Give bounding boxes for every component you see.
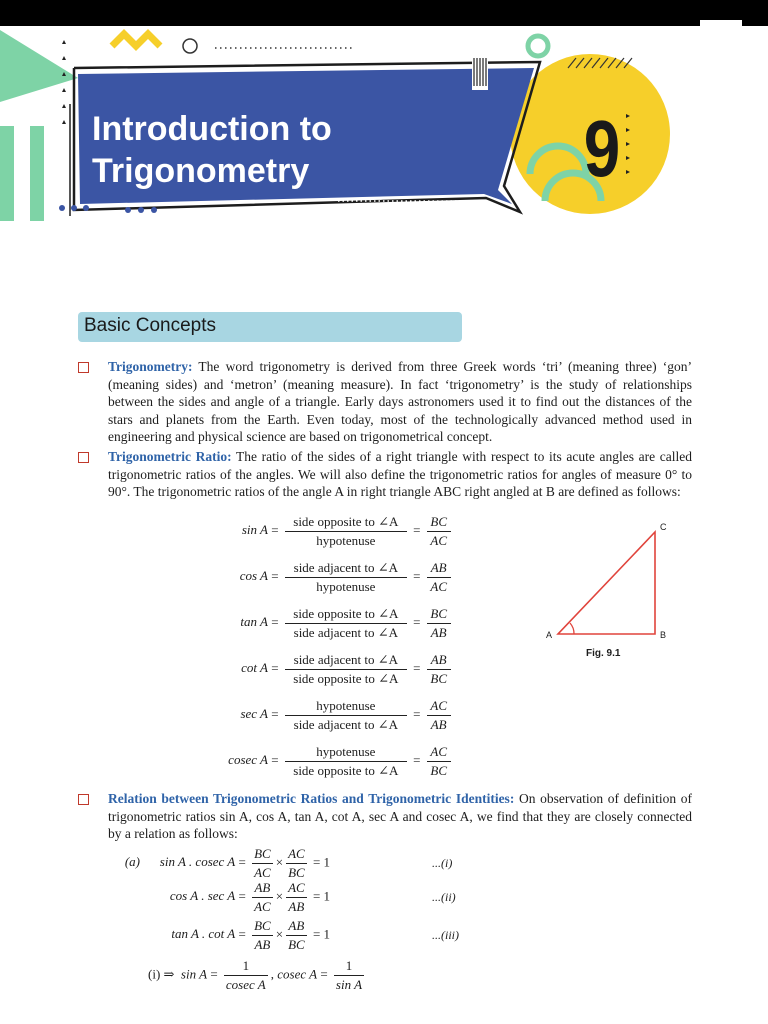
ratio-side-fraction [427, 652, 451, 687]
identity-fraction-1 [252, 918, 273, 953]
clip-icon [183, 39, 197, 53]
yellow-zigzag-decor [112, 34, 160, 46]
ratio-side-fraction [427, 560, 451, 595]
fraction-numerator: side opposite to ∠A [285, 606, 407, 624]
fraction-numerator: side adjacent to ∠A [285, 652, 407, 670]
fraction-denominator: side adjacent to ∠A [293, 717, 399, 732]
fraction-denominator: BC [288, 937, 305, 952]
fraction-numerator: 1 [224, 958, 268, 976]
implication-lhs2: cosec A [277, 966, 318, 982]
chapter-number: 9 [583, 104, 621, 193]
fraction-numerator: side adjacent to ∠A [285, 560, 407, 578]
fraction-numerator: hypotenuse [285, 698, 407, 716]
ratio-term: Trigonometric Ratio: [108, 449, 232, 464]
ratio-lhs: cosec A [228, 752, 268, 768]
identity-fraction-2 [286, 880, 307, 915]
ratio-side-fraction [427, 606, 451, 641]
bullet-checkbox-icon [78, 452, 89, 463]
identity-lhs: tan A . cot A [171, 926, 236, 942]
relation-paragraph [108, 790, 692, 843]
chapter-title-line1: Introduction to [92, 110, 332, 148]
fraction-denominator: AC [254, 899, 271, 914]
fraction-numerator: BC [252, 918, 273, 936]
figure-caption: Fig. 9.1 [586, 648, 621, 659]
identity-rhs: 1 [323, 888, 331, 904]
section-heading: Basic Concepts [84, 315, 217, 336]
fraction-denominator: side opposite to ∠A [293, 763, 399, 778]
ratio-lhs: cos A [239, 568, 268, 584]
fraction-denominator: AC [254, 865, 271, 880]
top-bar [0, 0, 768, 26]
ratio-body: The ratio of the sides of a right triangle with respect to its acute angles are called trigonometric ratios of the angles. We will also define the trigonometric ratios for angles of measure 0° to 90°. The trigonometric ratios of the angle A in right triangle ABC right angled at B are defined as follows: [108, 449, 692, 499]
triangle-figure [540, 520, 680, 648]
identity-prefix: (a) [124, 854, 140, 870]
fraction-denominator: BC [288, 865, 305, 880]
implication-fraction-1 [224, 958, 268, 993]
fraction-denominator: BC [430, 763, 447, 778]
vertex-b-label: B [660, 630, 667, 640]
ratio-side-fraction [427, 744, 451, 779]
ratio-word-fraction [285, 652, 407, 687]
fraction-numerator: BC [427, 606, 451, 624]
ratio-row: cosec A = hypotenuse side opposite to ∠A = $\frac{AC}{BC}$ [190, 744, 454, 779]
ratio-lhs: sin A [241, 522, 268, 538]
identity-rhs: 1 [323, 926, 331, 942]
ratio-lhs: tan A [240, 614, 268, 630]
ratio-side-fraction [427, 698, 451, 733]
identity-lhs: cos A . sec A [169, 888, 236, 904]
fraction-denominator: AC [430, 579, 447, 594]
identity-row: cos A . sec A = $\frac{AB}{AC}$ × $\frac{AC}{AB}$ = 1 [118, 880, 330, 915]
fraction-numerator: AB [427, 560, 451, 578]
fraction-denominator: BC [430, 671, 447, 686]
bullet-checkbox-icon [78, 794, 89, 805]
green-bar-decor-1 [0, 126, 14, 221]
trigonometry-body: The word trigonometry is derived from three Greek words ‘tri’ (meaning three) ‘gon’ (meaning sides) and ‘metron’ (meaning measure). In fact ‘trigonometry’ is the study of relationships between the sides and angle of a triangle. Early days astronomers used it to find out the distances of the stars and planets from the Earth. Even today, most of the technologically advanced method used in engineering and physical science are based on trigonometrical concept. [108, 359, 692, 444]
dot-row-decor-2 [125, 207, 157, 213]
triangle-abc [558, 532, 655, 634]
chapter-title-line2: Trigonometry [92, 152, 310, 190]
fraction-numerator: side opposite to ∠A [285, 514, 407, 532]
identity-row: (a) sin A . cosec A = $\frac{BC}{AC}$ × $\frac{AC}{BC}$ = 1 [118, 846, 330, 881]
identity-row: tan A . cot A = $\frac{BC}{AB}$ × $\frac{AB}{BC}$ = 1 [118, 918, 330, 953]
chapter-title [92, 108, 332, 192]
ratio-word-fraction [285, 698, 407, 733]
fraction-denominator: AB [430, 717, 447, 732]
green-triangle-decor [0, 30, 78, 102]
fraction-denominator: AC [430, 533, 447, 548]
ratio-word-fraction [285, 606, 407, 641]
fraction-numerator: BC [427, 514, 451, 532]
identity-fraction-2 [286, 846, 307, 881]
identity-fraction-1 [252, 846, 273, 881]
implication-fraction-2 [334, 958, 364, 993]
identity-fraction-2 [286, 918, 307, 953]
equation-reference: ...(iii) [432, 928, 459, 942]
ratio-lhs: cot A [241, 660, 268, 676]
fraction-denominator: AB [430, 625, 447, 640]
trigonometry-term: Trigonometry: [108, 359, 193, 374]
identity-fraction-1 [252, 880, 273, 915]
equation-reference: ...(ii) [432, 890, 456, 904]
fraction-denominator: hypotenuse [316, 579, 376, 594]
identity-lhs: sin A . cosec A [159, 854, 236, 870]
ratio-row: tan A = side opposite to ∠A side adjacent to ∠A = $\frac{BC}{AB}$ [190, 606, 454, 641]
fraction-numerator: AC [286, 880, 307, 898]
fraction-numerator: AB [427, 652, 451, 670]
fraction-numerator: AC [427, 744, 451, 762]
fraction-numerator: BC [252, 846, 273, 864]
ratio-row: cot A = side adjacent to ∠A side opposite to ∠A = $\frac{AB}{BC}$ [190, 652, 454, 687]
fraction-denominator: side opposite to ∠A [293, 671, 399, 686]
green-ring-decor [528, 36, 548, 56]
relation-body: On observation of definition of trigonometric ratios sin A, cos A, tan A, cot A, sec A and cosec A, we find that they are closely connected by a relation as follows: [108, 791, 693, 841]
ratio-row: sin A = side opposite to ∠A hypotenuse = $\frac{BC}{AC}$ [190, 514, 454, 549]
dot-row-decor [59, 205, 89, 211]
fraction-denominator: cosec A [225, 977, 266, 992]
fraction-numerator: AC [427, 698, 451, 716]
trigonometry-paragraph [108, 358, 692, 446]
fraction-numerator: AB [252, 880, 273, 898]
ratio-lhs: sec A [240, 706, 268, 722]
relation-term: Relation between Trigonometric Ratios and Trigonometric Identities: [108, 791, 515, 806]
ratio-row: cos A = side adjacent to ∠A hypotenuse = $\frac{AB}{AC}$ [190, 560, 454, 595]
identity-rhs: 1 [323, 854, 331, 870]
ratio-word-fraction [285, 560, 407, 595]
vertex-c-label: C [660, 522, 667, 532]
fraction-numerator: hypotenuse [285, 744, 407, 762]
fraction-denominator: AB [288, 899, 305, 914]
fraction-denominator: hypotenuse [316, 533, 376, 548]
equation-reference: ...(i) [432, 856, 453, 870]
vertex-a-label: A [546, 630, 553, 640]
implication-row: (i) ⇒ sin A = $\frac{1}{\text{cosec A}}$ , cosec A = $\frac{1}{\text{sin A}}$ [148, 958, 363, 992]
fraction-numerator: 1 [334, 958, 364, 976]
ratio-paragraph [108, 448, 692, 501]
implication-prefix: (i) ⇒ [148, 966, 175, 982]
angle-a-arc [570, 623, 574, 634]
ratio-word-fraction [285, 744, 407, 779]
ratio-side-fraction [427, 514, 451, 549]
fraction-denominator: side adjacent to ∠A [293, 625, 399, 640]
fraction-denominator: sin A [335, 977, 363, 992]
fraction-denominator: AB [254, 937, 271, 952]
ratio-row: sec A = hypotenuse side adjacent to ∠A = $\frac{AC}{AB}$ [190, 698, 454, 733]
fraction-numerator: AB [286, 918, 307, 936]
fraction-numerator: AC [286, 846, 307, 864]
implication-lhs1: sin A [180, 966, 208, 982]
bullet-checkbox-icon [78, 362, 89, 373]
green-bar-decor-2 [30, 126, 44, 221]
ratio-word-fraction [285, 514, 407, 549]
section-heading-bar [78, 312, 462, 342]
